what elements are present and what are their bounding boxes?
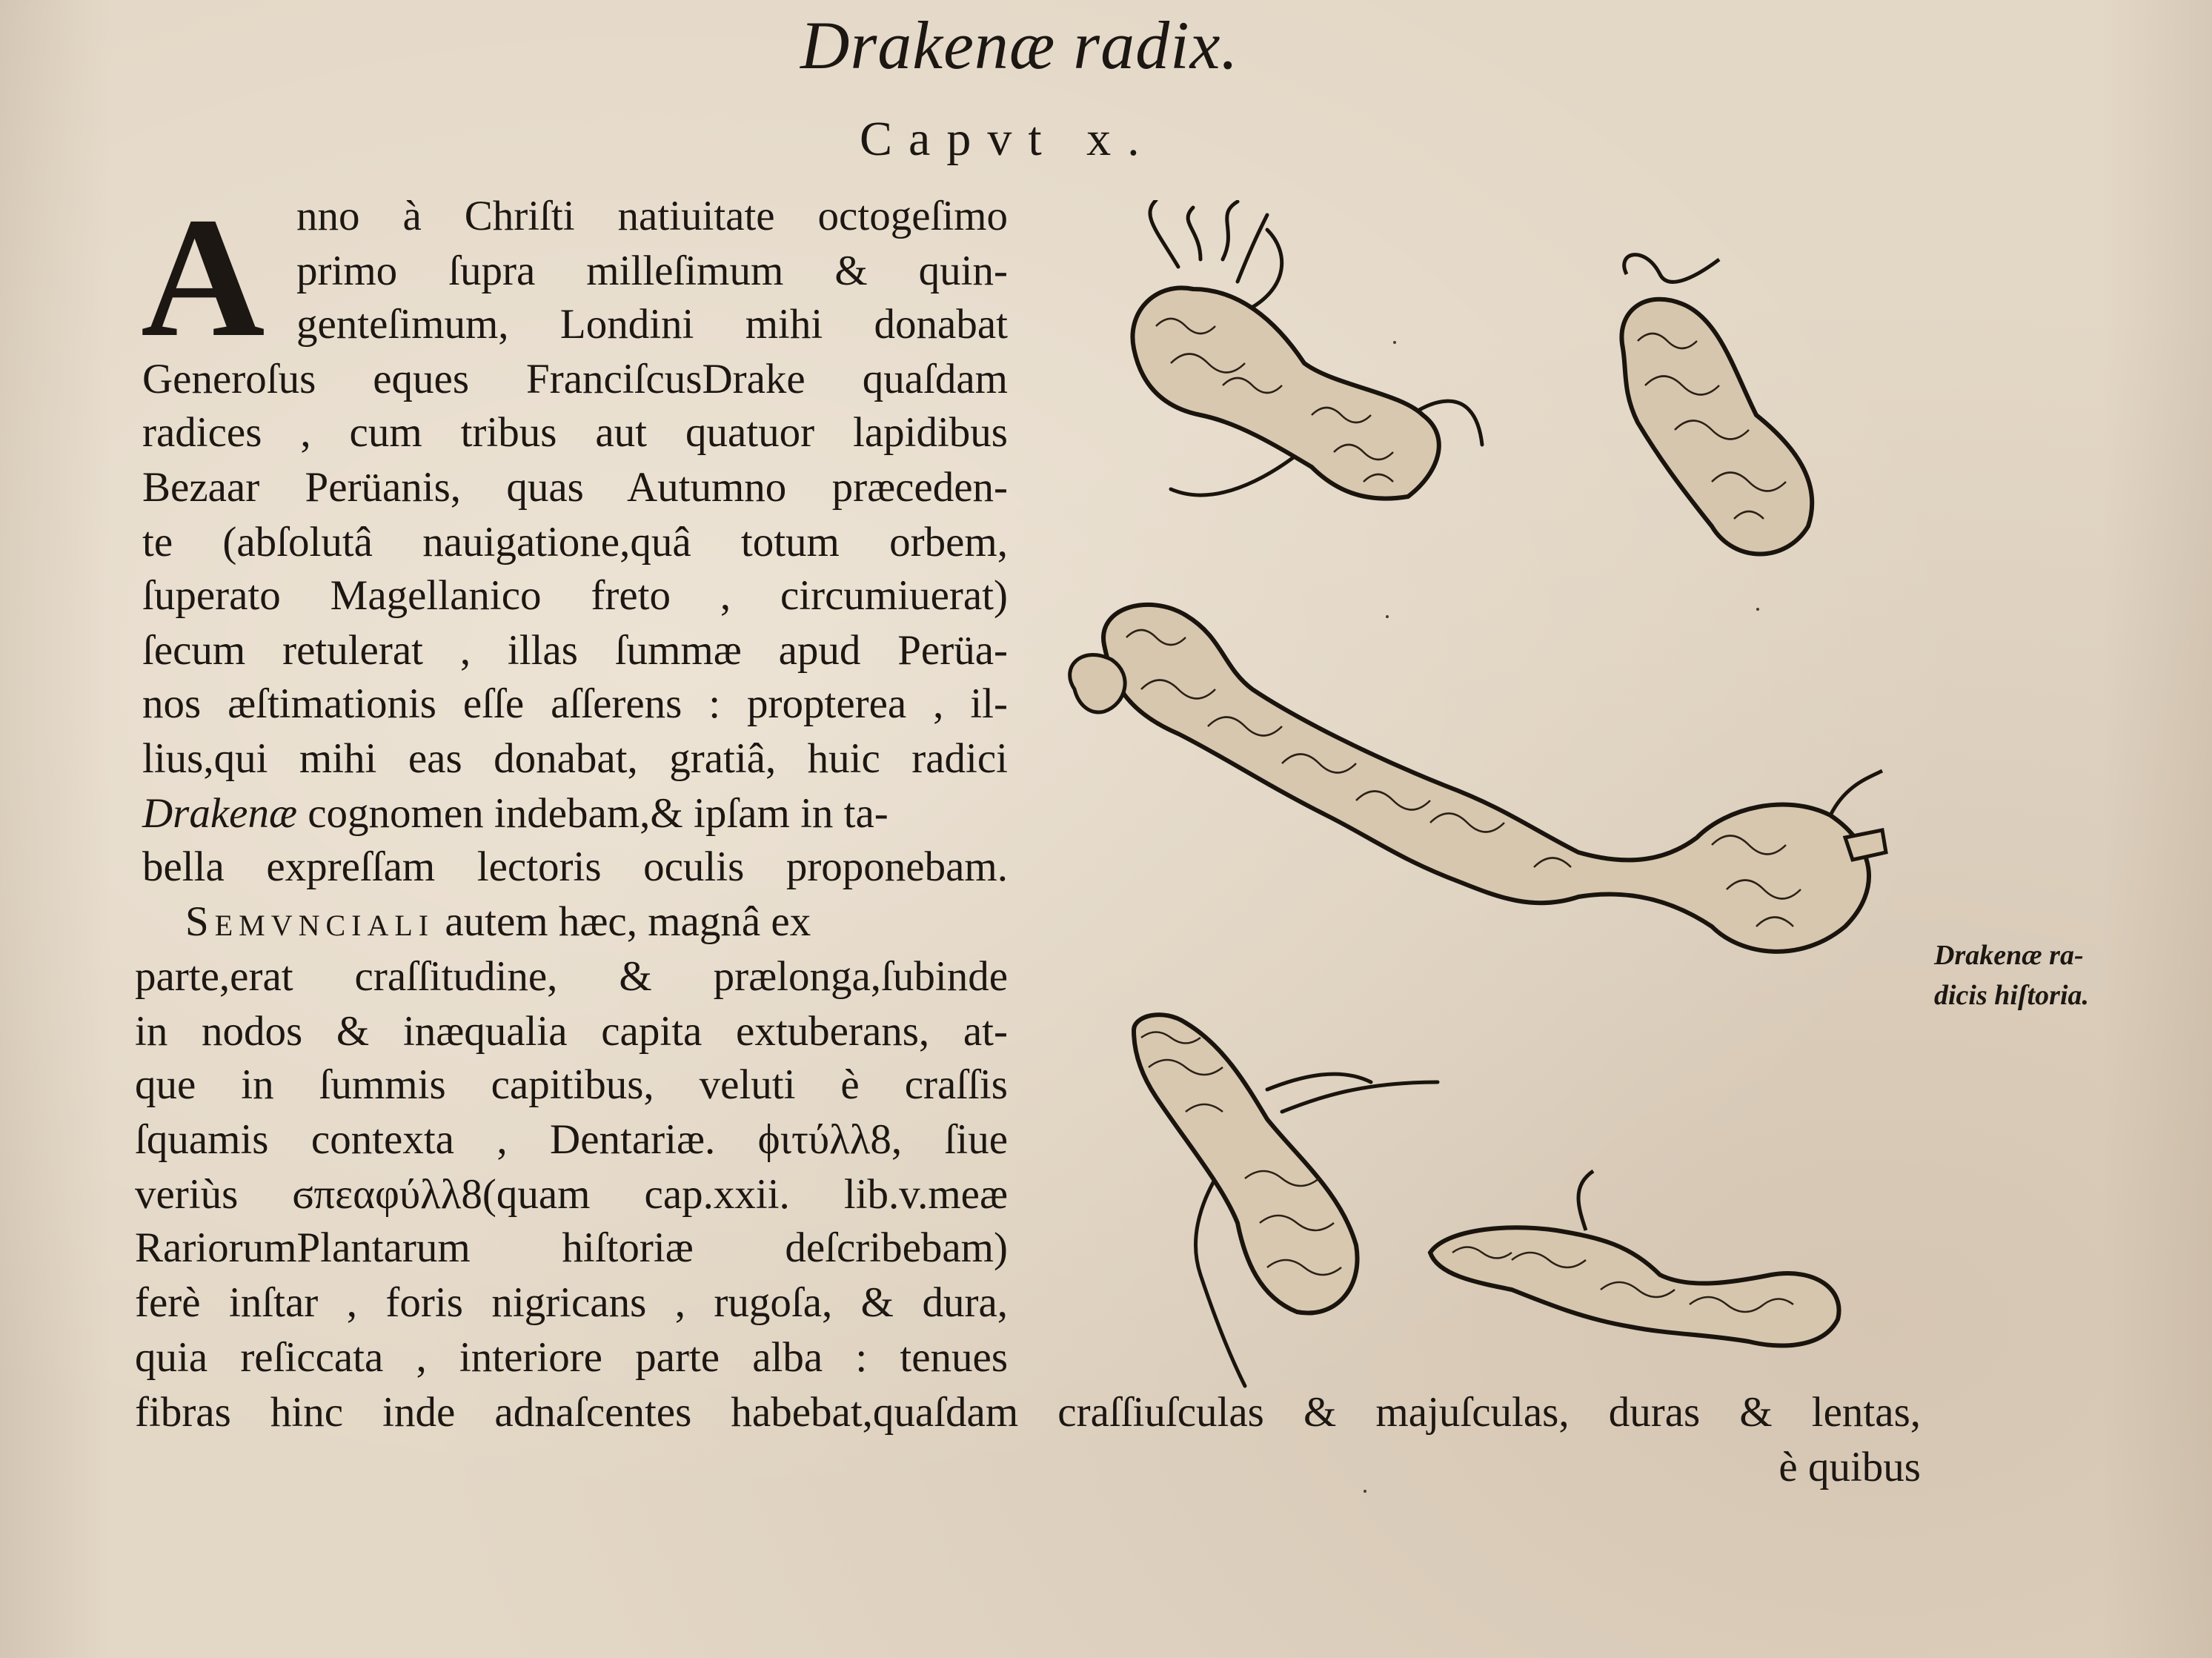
text-line: parte,erat craſſitudine, & prælonga,ſubinde: [135, 953, 1008, 1000]
text-line: è quibus: [1778, 1444, 1921, 1490]
text-line: nno à Chriſti natiuitate octogeſimo: [296, 193, 1008, 239]
text-line: lius,qui mihi eas donabat, gratiâ, huic radici: [142, 735, 1008, 782]
margin-note-line: dicis hiſtoria.: [1934, 980, 2090, 1011]
text-span: autem hæc, magnâ ex: [445, 898, 811, 945]
paper-speck: [1364, 1490, 1366, 1493]
text-line: ſuperato Magellanico freto , circumiuerat): [142, 572, 1008, 619]
root-illustration-4: [1119, 1008, 1445, 1393]
text-line: [142, 792, 1008, 836]
text-span: cognomen indebam,& ipſam in ta-: [308, 790, 889, 837]
text-line: RariorumPlantarum hiſtoriæ deſcribebam): [135, 1224, 1008, 1271]
root-illustration-5: [1423, 1164, 1853, 1371]
text-line: ferè inſtar , foris nigricans , rugoſa, & dura,: [135, 1279, 1008, 1326]
italic-word: Drakenæ: [142, 790, 297, 837]
running-title: Drakenæ radix.: [800, 7, 1239, 83]
text-line: fibras hinc inde adnaſcentes habebat,quaſdam craſſiuſculas & majuſculas, duras & lentas,: [135, 1389, 1921, 1436]
text-line: te (abſolutâ nauigatione,quâ totum orbem,: [142, 519, 1008, 566]
text-line: Bezaar Perüanis, quas Autumno præceden-: [142, 464, 1008, 511]
text-line: nos æſtimationis eſſe aſſerens : propterea , il-: [142, 680, 1008, 727]
margin-note: [1934, 935, 2142, 1015]
text-line: bella expreſſam lectoris oculis proponebam.: [142, 843, 1008, 890]
root-illustration-2: [1586, 245, 1838, 586]
drop-cap: A: [141, 182, 265, 373]
text-line: quia reſiccata , interiore parte alba : tenues: [135, 1334, 1008, 1381]
text-line: ſquamis contexta , Dentariæ. ϕιτύλλ8, ſiue: [135, 1116, 1008, 1163]
paper-speck: [1393, 341, 1396, 344]
text-line: veriùs ϭπεαφύλλ8(quam cap.xxii. lib.v.meæ: [135, 1171, 1008, 1218]
text-line: radices , cum tribus aut quatuor lapidibus: [142, 409, 1008, 456]
text-line: Generoſus eques FranciſcusDrake quaſdam: [142, 356, 1008, 402]
paper-speck: [1386, 615, 1389, 618]
text-line: ſecum retulerat , illas ſummæ apud Perüa-: [142, 627, 1008, 674]
chapter-heading: Capvt x.: [860, 112, 1156, 166]
margin-note-line: Drakenæ ra-: [1934, 940, 2084, 971]
text-line: primo ſupra milleſimum & quin-: [296, 248, 1008, 294]
root-illustration-3: [1060, 586, 1904, 986]
root-illustration-1: [1112, 200, 1497, 541]
text-line: in nodos & inæqualia capita extuberans, at-: [135, 1008, 1008, 1055]
smallcaps-word: Semvnciali: [185, 898, 435, 945]
text-line: genteſimum, Londini mihi donabat: [296, 301, 1008, 348]
paper-speck: [1756, 608, 1759, 611]
text-line: [185, 900, 1008, 944]
text-line: que in ſummis capitibus, veluti è craſſis: [135, 1061, 1008, 1108]
